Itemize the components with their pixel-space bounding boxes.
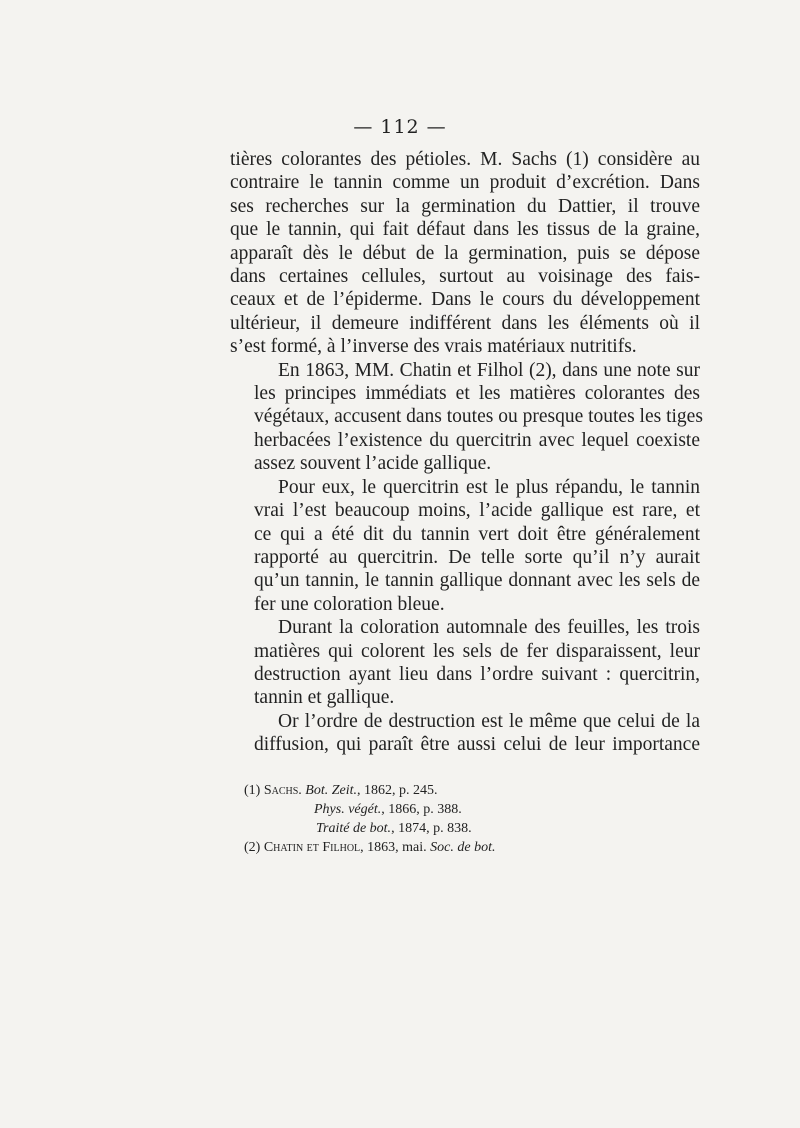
paragraph-1 xyxy=(230,148,700,359)
footnote-ref: 1863, mai. xyxy=(363,840,431,855)
text-line: tières colorantes des pétioles. M. Sachs (1) considère au xyxy=(230,149,700,170)
text-line: Or l’ordre de destruction est le même que celui de la xyxy=(278,710,700,732)
text-line: rapporté au quercitrin. De telle sorte qu’il n’y aurait xyxy=(254,546,700,568)
footnotes xyxy=(244,781,714,857)
paragraph-2 xyxy=(230,359,703,476)
text-line: fer une coloration bleue. xyxy=(254,593,445,615)
text-line: dans certaines cellules, surtout au voisinage des fais- xyxy=(230,266,700,288)
text-line: qu’un tannin, le tannin gallique donnant avec les sels de xyxy=(254,570,700,592)
text-line: assez souvent l’acide gallique. xyxy=(254,453,492,475)
text-line: apparaît dès le début de la germination, puis se dépose xyxy=(230,242,700,264)
footnote-marker: (2) xyxy=(244,840,261,855)
paragraph-4 xyxy=(230,616,700,710)
footnote-work: Traité de bot. xyxy=(316,821,392,836)
footnote-2 xyxy=(244,838,714,857)
text-line: vrai l’est beaucoup moins, l’acide gallique est rare, et xyxy=(254,500,700,522)
text-line: destruction ayant lieu dans l’ordre suivant : quercitrin, xyxy=(254,663,700,685)
text-line: que le tannin, qui fait défaut dans les tissus de la graine, xyxy=(230,219,700,241)
footnote-author: Chatin et Filhol, xyxy=(263,840,364,855)
text-line: Durant la coloration automnale des feuilles, les trois xyxy=(278,617,700,639)
text-line: ses recherches sur la germination du Dattier, il trouve xyxy=(230,195,700,217)
paragraph-3 xyxy=(230,476,700,616)
text-line: s’est formé, à l’inverse des vrais matériaux nutritifs. xyxy=(230,336,637,358)
text-line: En 1863, MM. Chatin et Filhol (2), dans une note sur xyxy=(278,359,700,381)
text-line: ultérieur, il demeure indifférent dans les éléments où il xyxy=(230,312,700,334)
text-line: matières qui colorent les sels de fer disparaissent, leur xyxy=(254,640,700,662)
footnote-marker: (1) xyxy=(244,783,261,798)
paragraph-5 xyxy=(230,710,700,757)
text-line: herbacées l’existence du quercitrin avec lequel coexiste xyxy=(254,429,700,451)
footnote-work: Soc. de bot. xyxy=(430,840,496,855)
footnote-ref: , 1874, p. 838. xyxy=(391,821,472,836)
text-line: Pour eux, le quercitrin est le plus répandu, le tannin xyxy=(278,476,700,498)
text-line: diffusion, qui paraît être aussi celui de leur importance xyxy=(254,734,700,756)
page-number: — 112 — xyxy=(353,116,447,138)
footnote-ref: , 1862, p. 245. xyxy=(357,783,438,798)
footnote-1b xyxy=(244,800,714,819)
main-text xyxy=(230,148,703,757)
footnote-author: Sachs. xyxy=(263,783,302,798)
footnote-work: Bot. Zeit. xyxy=(305,783,358,798)
footnote-work: Phys. végét. xyxy=(314,802,382,817)
text-line: végétaux, accusent dans toutes ou presque toutes les tiges xyxy=(254,406,703,428)
footnote-1 xyxy=(244,781,714,800)
text-line: ceaux et de l’épiderme. Dans le cours du développement xyxy=(230,289,700,311)
text-line: tannin et gallique. xyxy=(254,687,395,709)
text-line: les principes immédiats et les matières colorantes des xyxy=(254,383,700,405)
footnote-ref: , 1866, p. 388. xyxy=(381,802,462,817)
text-line: contraire le tannin comme un produit d’excrétion. Dans xyxy=(230,172,700,194)
text-line: ce qui a été dit du tannin vert doit être généralement xyxy=(254,523,700,545)
footnote-1c xyxy=(244,819,714,838)
